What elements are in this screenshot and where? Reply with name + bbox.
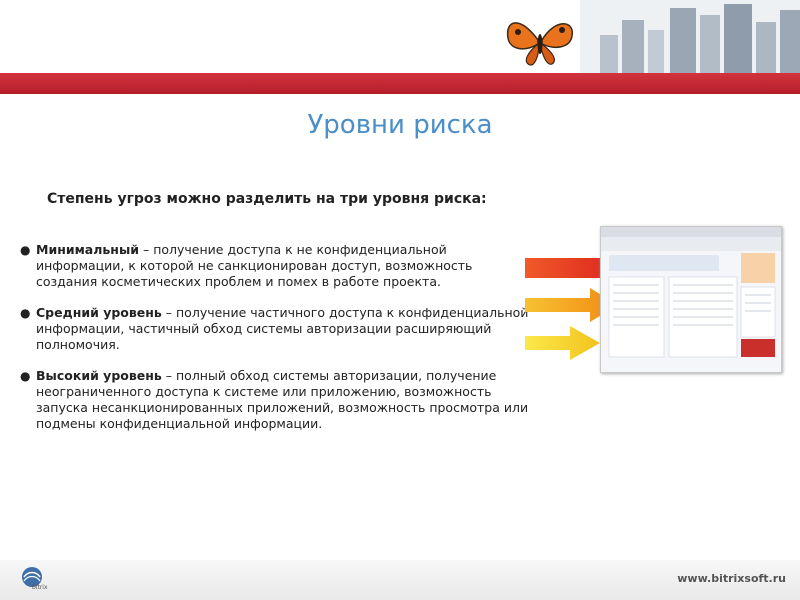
risk-levels-list	[20, 242, 530, 447]
header	[0, 0, 800, 95]
page-title: Уровни риска	[307, 110, 493, 140]
website-thumbnail-icon	[601, 227, 781, 372]
list-item	[20, 368, 530, 432]
butterfly-icon	[500, 10, 580, 70]
level-description: – получение доступа к не конфиденциальной информации, к которой не санкционирован доступ, возможность создания косметических проблем и помех в работе проекта.	[36, 242, 473, 289]
bullet-icon: ●	[20, 306, 31, 320]
yellow-arrow-icon	[525, 326, 600, 360]
list-item	[20, 242, 530, 290]
level-name: Минимальный	[36, 242, 140, 257]
level-description: – полный обход системы авторизации, получение неограниченного доступа к системе или приложению, возможность запуска несанкционированных приложений, возможность просмотра или подмены конфиденциальной информации.	[36, 368, 529, 431]
header-red-band	[0, 73, 800, 94]
city-skyline-icon	[580, 0, 800, 73]
level-name: Средний уровень	[36, 305, 162, 320]
page-subtitle: Степень угроз можно разделить на три уровня риска:	[47, 191, 487, 207]
footer-url-link[interactable]: www.bitrixsoft.ru	[677, 572, 786, 585]
logo-text: bitrix	[32, 584, 48, 591]
website-screenshot	[600, 226, 782, 373]
list-item	[20, 305, 530, 353]
level-description: – получение частичного доступа к конфиденциальной информации, частичный обход системы авторизации расширяющий полномочия.	[36, 305, 529, 352]
bullet-icon: ●	[20, 369, 31, 383]
bullet-icon: ●	[20, 243, 31, 257]
level-name: Высокий уровень	[36, 368, 162, 383]
